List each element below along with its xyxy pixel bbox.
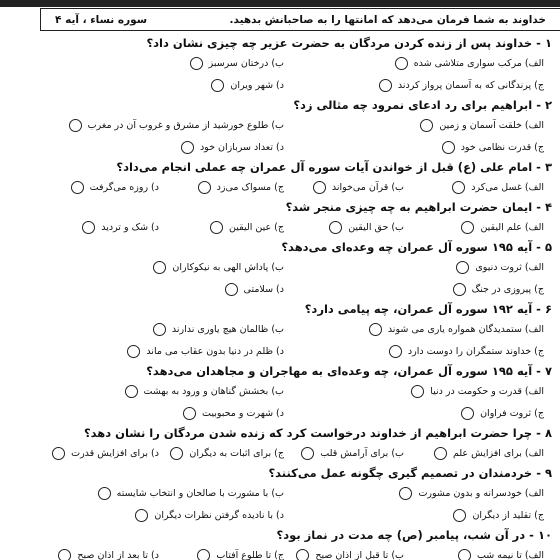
radio-circle-icon[interactable] <box>389 345 402 358</box>
option-label: ب) ظالمان هیچ یاوری ندارند <box>171 323 284 335</box>
option-label: الف) غسل می‌کرد <box>471 181 544 193</box>
question-4 <box>14 198 554 238</box>
option-jim[interactable] <box>453 507 544 523</box>
option-row <box>14 482 554 504</box>
option-row <box>14 176 554 198</box>
question-title: ۷ - آیه ۱۹۵ سوره آل عمران، چه وعده‌ای به مهاجران و مجاهدان می‌دهد؟ <box>146 364 552 378</box>
radio-circle-icon[interactable] <box>127 345 140 358</box>
question-1 <box>14 34 554 96</box>
header-verse-box <box>40 8 560 31</box>
option-jim[interactable] <box>379 77 544 93</box>
radio-circle-icon[interactable] <box>210 221 223 234</box>
option-row <box>14 442 554 464</box>
option-label: د) تعداد سربازان خود <box>199 141 284 153</box>
option-label: د) ظلم در دنیا بدون عقاب می ماند <box>146 345 284 357</box>
question-title: ۵ - آیه ۱۹۵ سوره آل عمران چه وعده‌ای می‌دهد؟ <box>281 240 552 254</box>
radio-circle-icon[interactable] <box>456 261 469 274</box>
question-9 <box>14 464 554 526</box>
option-label: د) برای افزایش قدرت <box>71 447 159 459</box>
radio-circle-icon[interactable] <box>369 323 382 336</box>
radio-circle-icon[interactable] <box>153 323 166 336</box>
option-label: ب) بخشش گناهان و ورود به بهشت <box>143 385 284 397</box>
option-label: ج) تا طلوع آفتاب <box>216 549 284 560</box>
radio-circle-icon[interactable] <box>434 447 447 460</box>
option-dal[interactable] <box>127 343 284 359</box>
radio-circle-icon[interactable] <box>125 385 138 398</box>
radio-circle-icon[interactable] <box>461 221 474 234</box>
question-title: ۹ - خردمندان در تصمیم گیری چگونه عمل می‌کنند؟ <box>268 466 552 480</box>
radio-circle-icon[interactable] <box>153 261 166 274</box>
option-label: الف) ثروت دنیوی <box>475 261 544 273</box>
radio-circle-icon[interactable] <box>296 549 309 560</box>
option-be[interactable] <box>190 55 284 71</box>
option-dal[interactable] <box>52 445 159 461</box>
option-row <box>14 136 554 158</box>
radio-circle-icon[interactable] <box>461 407 474 420</box>
option-jim[interactable] <box>170 445 284 461</box>
option-label: ج) پرندگانی که به آسمان پرواز کردند <box>397 79 544 91</box>
option-label: الف) تا نیمه شب <box>476 549 544 560</box>
option-row <box>14 52 554 74</box>
option-row <box>14 74 554 96</box>
option-be[interactable] <box>153 259 284 275</box>
option-label: ج) تقلید از دیگران <box>472 509 544 521</box>
option-alef[interactable] <box>395 55 544 71</box>
option-label: ج) عین الیقین <box>229 221 284 233</box>
option-be[interactable] <box>329 219 404 235</box>
option-label: د) شک و تردید <box>101 221 159 233</box>
radio-circle-icon[interactable] <box>453 283 466 296</box>
radio-circle-icon[interactable] <box>395 57 408 70</box>
option-label: د) روزه می‌گرفت <box>89 181 159 193</box>
option-jim[interactable] <box>197 547 284 560</box>
option-label: ج) پیروزی در جنگ <box>471 283 544 295</box>
radio-circle-icon[interactable] <box>58 549 71 560</box>
question-3 <box>14 158 554 198</box>
option-row <box>14 544 554 560</box>
header-verse-text: خداوند به شما فرمان می‌دهد که امانتها را به صاحبانش بدهید. <box>229 13 546 26</box>
option-label: الف) برای افزایش علم <box>452 447 544 459</box>
radio-circle-icon[interactable] <box>420 119 433 132</box>
option-jim[interactable] <box>461 405 544 421</box>
radio-circle-icon[interactable] <box>442 141 455 154</box>
option-label: ب) پاداش الهی به نیکوکاران <box>172 261 284 273</box>
option-label: الف) مرکب سواری متلاشی شده <box>413 57 544 69</box>
option-row <box>14 256 554 278</box>
question-5 <box>14 238 554 300</box>
option-jim[interactable] <box>442 139 544 155</box>
radio-circle-icon[interactable] <box>181 141 194 154</box>
question-title: ۴ - ایمان حضرت ابراهیم به چه چیزی منجر شد؟ <box>285 200 552 214</box>
option-label: د) سلامتی <box>243 283 284 295</box>
option-jim[interactable] <box>198 179 284 195</box>
option-row <box>14 504 554 526</box>
radio-circle-icon[interactable] <box>379 79 392 92</box>
option-label: ب) تا قبل از اذان صبح <box>315 549 404 560</box>
option-label: ج) خداوند ستمگران را دوست دارد <box>407 345 544 357</box>
option-row <box>14 278 554 300</box>
question-title: ۶ - آیه ۱۹۲ سوره آل عمران، چه پیامی دارد؟ <box>304 302 552 316</box>
option-row <box>14 216 554 238</box>
option-alef[interactable] <box>456 259 544 275</box>
option-dal[interactable] <box>82 219 159 235</box>
option-label: ب) با مشورت با صالحان و انتخاب شایسته <box>116 487 284 499</box>
option-label: ب) حق الیقین <box>348 221 404 233</box>
radio-circle-icon[interactable] <box>135 509 148 522</box>
question-6 <box>14 300 554 362</box>
question-title: ۸ - چرا حضرت ابراهیم از خداوند درخواست کرد که زنده شدن مردگان را نشان دهد؟ <box>83 426 552 440</box>
question-2 <box>14 96 554 158</box>
radio-circle-icon[interactable] <box>452 181 465 194</box>
option-label: د) شهرت و محبوبیت <box>202 407 284 419</box>
option-be[interactable] <box>301 445 404 461</box>
option-alef[interactable] <box>434 445 544 461</box>
option-alef[interactable] <box>420 117 544 133</box>
option-row <box>14 340 554 362</box>
question-title: ۳ - امام علی (ع) قبل از خواندن آیات سوره آل عمران چه عملی انجام می‌داد؟ <box>116 160 552 174</box>
radio-circle-icon[interactable] <box>98 487 111 500</box>
question-8 <box>14 424 554 464</box>
radio-circle-icon[interactable] <box>183 407 196 420</box>
radio-circle-icon[interactable] <box>301 447 314 460</box>
radio-circle-icon[interactable] <box>170 447 183 460</box>
option-label: الف) خلقت آسمان و زمین <box>439 119 544 131</box>
radio-circle-icon[interactable] <box>313 181 326 194</box>
option-row <box>14 402 554 424</box>
radio-circle-icon[interactable] <box>329 221 342 234</box>
top-border-rule <box>0 0 560 7</box>
option-label: د) با نادیده گرفتن نظرات دیگران <box>154 509 284 521</box>
option-row <box>14 380 554 402</box>
option-be[interactable] <box>313 179 404 195</box>
question-7 <box>14 362 554 424</box>
option-label: د) شهر ویران <box>230 79 284 91</box>
option-label: الف) قدرت و حکومت در دنیا <box>430 385 544 397</box>
option-row <box>14 318 554 340</box>
option-label: ب) برای آرامش قلب <box>320 447 404 459</box>
option-label: د) تا بعد از اذان صبح <box>77 549 159 560</box>
option-label: ب) طلوع خورشید از مشرق و غروب آن در مغرب <box>87 119 284 131</box>
option-be[interactable] <box>98 485 284 501</box>
radio-circle-icon[interactable] <box>190 57 203 70</box>
option-label: ج) مسواک می‌زد <box>216 181 284 193</box>
option-label: ج) برای اثبات به دیگران <box>189 447 284 459</box>
option-row <box>14 114 554 136</box>
option-dal[interactable] <box>181 139 284 155</box>
option-label: الف) خودسرانه و بدون مشورت <box>418 487 544 499</box>
option-alef[interactable] <box>458 547 544 560</box>
option-dal[interactable] <box>135 507 284 523</box>
radio-circle-icon[interactable] <box>211 79 224 92</box>
radio-circle-icon[interactable] <box>69 119 82 132</box>
option-be[interactable] <box>69 117 284 133</box>
option-be[interactable] <box>296 547 404 560</box>
question-title: ۲ - ابراهیم برای رد ادعای نمرود چه مثالی زد؟ <box>293 98 552 112</box>
option-label: ب) قرآن می‌خواند <box>331 181 404 193</box>
question-title: ۱۰ - در آن شب، پیامبر (ص) چه مدت در نماز بود؟ <box>276 528 552 542</box>
option-be[interactable] <box>125 383 284 399</box>
question-10 <box>14 526 554 560</box>
option-jim[interactable] <box>389 343 544 359</box>
radio-circle-icon[interactable] <box>399 487 412 500</box>
option-alef[interactable] <box>452 179 544 195</box>
option-dal[interactable] <box>225 281 284 297</box>
option-dal[interactable] <box>211 77 284 93</box>
radio-circle-icon[interactable] <box>52 447 65 460</box>
option-alef[interactable] <box>461 219 544 235</box>
option-alef[interactable] <box>369 321 544 337</box>
question-list <box>14 34 554 560</box>
option-dal[interactable] <box>71 179 159 195</box>
option-jim[interactable] <box>210 219 284 235</box>
option-dal[interactable] <box>183 405 284 421</box>
option-label: ج) ثروت فراوان <box>480 407 544 419</box>
option-label: الف) علم الیقین <box>480 221 544 233</box>
option-label: ب) درختان سرسبز <box>208 57 284 69</box>
radio-circle-icon[interactable] <box>71 181 84 194</box>
question-title: ۱ - خداوند پس از زنده کردن مردگان به حضرت عزیر چه چیزی نشان داد؟ <box>146 36 552 50</box>
radio-circle-icon[interactable] <box>458 549 471 560</box>
header-verse-reference: سوره نساء ، آیه ۴ <box>55 13 148 26</box>
radio-circle-icon[interactable] <box>82 221 95 234</box>
radio-circle-icon[interactable] <box>198 181 211 194</box>
radio-circle-icon[interactable] <box>453 509 466 522</box>
option-label: ج) قدرت نظامی خود <box>460 141 544 153</box>
option-alef[interactable] <box>399 485 544 501</box>
option-label: الف) ستمدیدگان همواره یاری می شوند <box>387 323 544 335</box>
option-be[interactable] <box>153 321 284 337</box>
radio-circle-icon[interactable] <box>197 549 210 560</box>
option-jim[interactable] <box>453 281 544 297</box>
radio-circle-icon[interactable] <box>411 385 424 398</box>
radio-circle-icon[interactable] <box>225 283 238 296</box>
option-alef[interactable] <box>411 383 544 399</box>
option-dal[interactable] <box>58 547 159 560</box>
